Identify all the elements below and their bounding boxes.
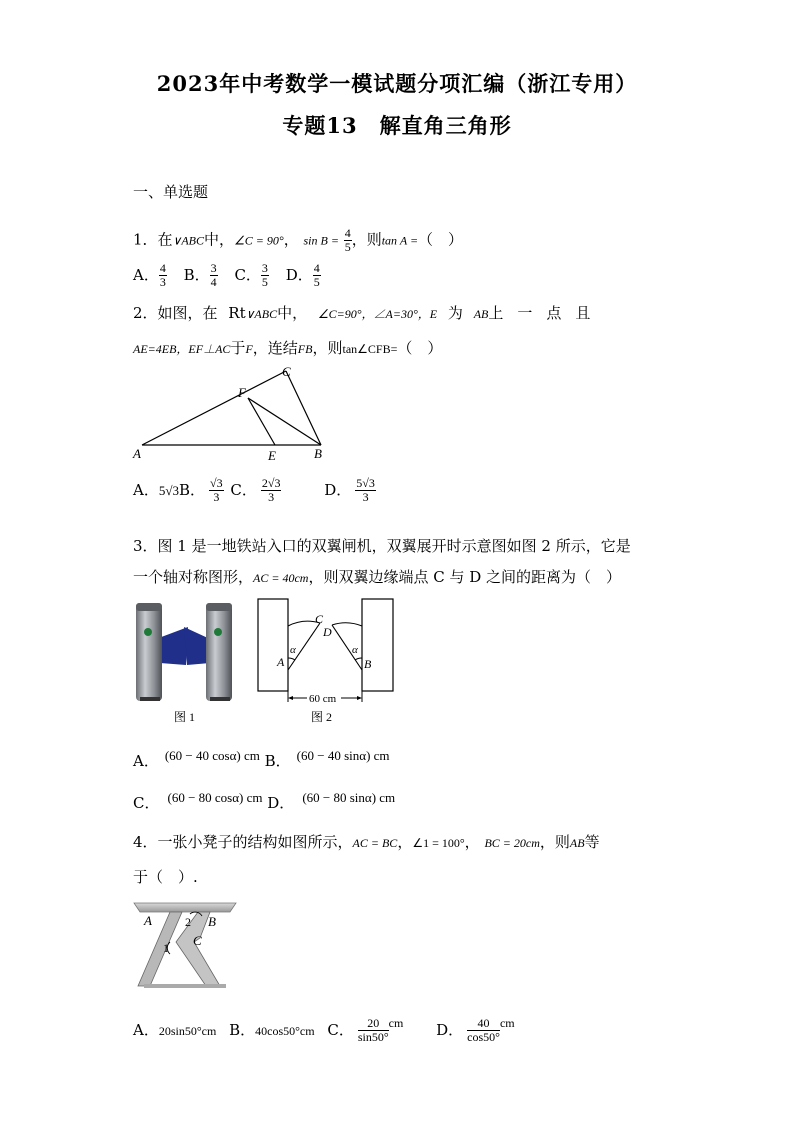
- q4-stem-line2: 于（ ）.: [133, 868, 198, 886]
- q4-label-two: 2: [185, 915, 191, 929]
- q4-option-d-num: 40: [467, 1017, 500, 1031]
- q4-option-c-num: 20: [358, 1017, 389, 1031]
- q1-sin-den: 5: [344, 240, 351, 254]
- q4-option-a[interactable]: [133, 1021, 216, 1039]
- q2-f: F: [245, 342, 253, 356]
- q2-line2-a: AE=4EB，EF⊥AC: [133, 342, 231, 356]
- q3-option-c[interactable]: [133, 790, 263, 812]
- q4-stem-line1: [133, 831, 600, 852]
- q2-option-d-label: D．: [324, 480, 352, 499]
- q4-label-a: A: [144, 913, 152, 928]
- q1-option-b-den: 4: [210, 275, 217, 289]
- q2-line2-b: 于: [230, 339, 246, 357]
- q2-option-d-den: 3: [362, 490, 369, 504]
- q3-figure2: [255, 596, 397, 726]
- q1-mid: 中，: [204, 230, 235, 249]
- q2-stem-line2: [133, 337, 442, 358]
- q2-ab: AB: [473, 307, 489, 321]
- q2-paren: （ ）: [397, 339, 443, 357]
- q4-figure: [130, 898, 240, 990]
- q4-line1-a: 4．一张小凳子的结构如图所示，: [133, 833, 353, 851]
- q2-label-c: C: [282, 364, 291, 379]
- q3-option-a[interactable]: [133, 748, 260, 770]
- q4-option-b-label: B．: [229, 1020, 256, 1039]
- q4-option-c-label: C．: [327, 1020, 354, 1039]
- q3-option-d-value: (60 − 80 sinα) cm: [302, 790, 396, 805]
- page-title: 2023年中考数学一模试题分项汇编（浙江专用）: [156, 71, 638, 96]
- q1-option-d-label: D．: [285, 265, 313, 284]
- q1-option-c-den: 5: [261, 275, 268, 289]
- q2-option-c-label: C．: [230, 480, 257, 499]
- q3-label-b: B: [364, 657, 372, 671]
- q2-option-d-num: 5√3: [356, 476, 375, 490]
- q4-option-b-value: 40cos50°cm: [255, 1023, 315, 1038]
- q4-ab: AB: [569, 836, 585, 850]
- q1-stem: [133, 227, 463, 254]
- q1-option-d-num: 4: [313, 261, 320, 275]
- q3-label-c: C: [315, 612, 324, 626]
- q1-option-a-num: 4: [159, 261, 166, 275]
- q3-figure1-caption: 图 1: [174, 710, 196, 724]
- q2-option-c-num: 2√3: [261, 476, 281, 490]
- q4-option-a-value: 20sin50°cm: [158, 1023, 217, 1038]
- q2-option-b-label: B．: [178, 480, 206, 499]
- q1-option-a-den: 3: [159, 275, 166, 289]
- q1-option-b-num: 3: [210, 261, 217, 275]
- q1-prefix: 1．在: [133, 230, 173, 249]
- q2-option-c-den: 3: [268, 490, 275, 504]
- q4-sep1: ，: [397, 833, 413, 851]
- q2-fb: FB: [297, 342, 313, 356]
- q4-label-one: 1: [163, 941, 169, 955]
- q3-figure2-width: 60 cm: [309, 693, 337, 705]
- q2-stem-line1: [133, 302, 604, 323]
- q2-line1-d: 上一点且: [488, 304, 605, 322]
- q1-option-c-num: 3: [261, 261, 268, 275]
- q3-option-c-value: (60 − 80 cosα) cm: [167, 790, 263, 805]
- q4-option-d-label: D．: [436, 1020, 464, 1039]
- q2-option-b[interactable]: [178, 476, 224, 504]
- q1-triangle: ∨ABC: [172, 233, 204, 248]
- q4-option-a-label: A．: [133, 1020, 159, 1039]
- q4-label-b: B: [208, 914, 216, 929]
- q2-line1-b: 中，: [277, 304, 308, 322]
- q3-option-b-label: B．: [264, 752, 291, 770]
- q4-line1-c: 等: [584, 833, 600, 851]
- q4-bc: BC = 20cm: [484, 836, 540, 850]
- q4-option-d-den: cos50°: [467, 1030, 500, 1044]
- q3-line2-a: 一个轴对称图形，: [133, 568, 254, 586]
- q2-option-c[interactable]: [230, 476, 281, 504]
- q3-line2-b: ，则双翼边缘端点 C 与 D 之间的距离为（ ）: [308, 568, 622, 586]
- q3-ac: AC = 40cm: [253, 571, 309, 585]
- check-icon: [214, 628, 222, 636]
- q2-label-a: A: [133, 446, 141, 461]
- q3-figure1: [130, 597, 242, 725]
- q1-paren: （ ）: [418, 230, 464, 249]
- q2-triangle: ∨ABC: [245, 307, 278, 321]
- q1-option-d-den: 5: [313, 275, 320, 289]
- q4-line1-b: ，则: [539, 833, 570, 851]
- page-subtitle: 专题13 解直角三角形: [282, 113, 512, 138]
- q3-label-a: A: [277, 655, 285, 669]
- q1-option-b-label: B．: [183, 265, 210, 284]
- q4-options: [133, 1017, 515, 1044]
- q2-label-b: B: [314, 446, 322, 461]
- stool-seat: [134, 903, 236, 912]
- q1-option-c[interactable]: [234, 261, 268, 289]
- q1-option-d[interactable]: [285, 261, 321, 289]
- turnstile-left-post: [136, 603, 162, 701]
- q2-ask: tan∠CFB=: [342, 342, 398, 356]
- q4-eq: AC = BC: [352, 836, 398, 850]
- q2-option-a-label: A．: [133, 480, 159, 499]
- q2-line1-c: 为: [447, 304, 463, 322]
- q3-option-b[interactable]: [264, 748, 390, 770]
- q4-option-c-unit: cm: [388, 1015, 404, 1030]
- check-icon: [144, 628, 152, 636]
- q2-figure: [130, 362, 330, 464]
- q4-option-d-unit: cm: [499, 1015, 515, 1030]
- q1-options: [133, 262, 321, 289]
- q2-option-a[interactable]: [133, 481, 179, 499]
- q4-angle: ∠1 = 100°: [412, 836, 465, 850]
- q2-condition: ∠C=90°，∠A=30°，E: [317, 307, 438, 321]
- q3-option-b-value: (60 − 40 sinα) cm: [296, 748, 390, 763]
- q1-sin-fraction: [344, 227, 352, 254]
- q2-label-f: F: [238, 385, 246, 400]
- q1-option-c-label: C．: [234, 265, 261, 284]
- q1-condition: ∠C = 90°: [234, 233, 284, 248]
- section-heading: 一、单选题: [133, 183, 209, 201]
- q2-line2-d: ，则: [312, 339, 343, 357]
- q2-option-b-num: √3: [210, 476, 223, 490]
- q4-label-c: C: [193, 933, 202, 948]
- q4-option-d[interactable]: [436, 1015, 515, 1044]
- q3-option-c-label: C．: [133, 794, 160, 812]
- q2-option-b-den: 3: [213, 490, 220, 504]
- q4-sep2: ，: [464, 833, 480, 851]
- q1-ask: ，则: [351, 230, 382, 249]
- q1-sep: ，: [283, 230, 299, 249]
- q1-option-a-label: A．: [133, 265, 159, 284]
- q3-stem-line2: [133, 566, 621, 587]
- q3-label-d: D: [323, 625, 332, 639]
- q3-label-alpha-right: α: [352, 644, 358, 656]
- q3-option-d[interactable]: [267, 790, 396, 812]
- q2-option-a-value: 5√3: [158, 482, 179, 498]
- q1-sin-num: 4: [344, 226, 351, 240]
- q3-figure2-caption: 图 2: [311, 710, 333, 724]
- q1-sin-label: sin B =: [303, 233, 339, 248]
- q3-option-a-value: (60 − 40 cosα) cm: [164, 748, 260, 763]
- q3-options-row2: [133, 792, 395, 813]
- q3-label-alpha-left: α: [290, 644, 296, 656]
- q4-option-b[interactable]: [229, 1021, 315, 1039]
- q1-tan: tan A =: [381, 233, 419, 248]
- q3-option-a-label: A．: [133, 752, 159, 770]
- q3-option-d-label: D．: [267, 794, 295, 812]
- q1-option-a[interactable]: [133, 261, 167, 289]
- turnstile-right-post: [206, 603, 232, 701]
- q2-line2-c: ，连结: [252, 339, 298, 357]
- q2-line1-a: 2．如图，在 Rt: [133, 304, 246, 322]
- q4-option-c-den: sin50°: [357, 1030, 389, 1044]
- q3-options-row1: [133, 750, 390, 771]
- q4-option-c[interactable]: [327, 1015, 404, 1044]
- q1-option-b[interactable]: [183, 261, 218, 289]
- q2-label-e: E: [268, 448, 276, 463]
- q2-option-d[interactable]: [324, 476, 376, 504]
- q3-stem-line1: 3．图 1 是一地铁站入口的双翼闸机，双翼展开时示意图如图 2 所示，它是: [133, 537, 631, 555]
- q2-options: [133, 477, 376, 504]
